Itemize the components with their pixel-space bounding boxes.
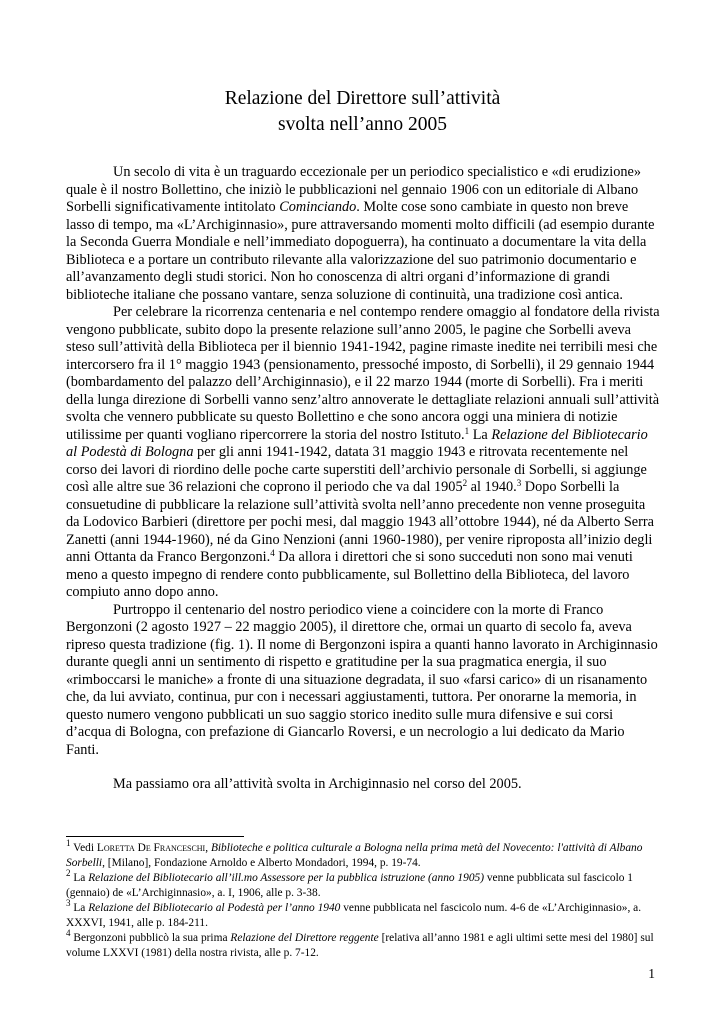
paragraph-3: Purtroppo il centenario del nostro periodico viene a coincidere con la morte di Franco Bergonzoni (2 agosto 1927 – 22 maggio 2005), il direttore che, ormai un quarto di secolo fa, aveva ripreso questa tradizione (fig. 1). Il nome di Bergonzoni ispira a quanti hanno lavorato in Archiginnasio durante quegli anni un sentimento di rispetto e gratitudine per la sua pragmatica energia, il suo «rimboccarsi le maniche» a fronte di una situazione degradata, il suo «farsi carico» di un risanamento che, da lui avviato, continua, pur con i necessari aggiustamenti, tuttora. Per onorarne la memoria, in questo numero vengono pubblicati un suo saggio storico inedito sulle mura difensive e sui corsi d’acqua di Bologna, con prefazione di Giancarlo Roversi, e un necrologio a lui dedicato da Mario Fanti. — [66, 601, 658, 758]
italic-title: Cominciando — [279, 199, 357, 215]
title-line-1: Relazione del Direttore sull’attività — [224, 88, 501, 109]
paragraph-4: Ma passiamo ora all’attività svolta in Archiginnasio nel corso del 2005. — [113, 776, 522, 792]
footnotes — [66, 838, 660, 961]
paragraph-2: Per celebrare la ricorrenza centenaria e nel contempo rendere omaggio al fondatore della rivista vengono pubblicate, subito dopo la presente relazione sull’anno 2005, le pagine che Sorbelli aveva steso sull’attività della Biblioteca per il biennio 1941-1942, pagine rimaste inedite nei terribili mesi che intercorsero fra il 1° maggio 1943 (pensionamento, pressoché imposto, di Sorbelli), il 29 gennaio 1944 (bombardamento del palazzo dell’Archiginnasio), e il 22 marzo 1944 (morte di Sorbelli). Fra i meriti della lunga direzione di Sorbelli vanno senz’altro annoverate le dettagliate relazioni annuali sull’attività svolta che vennero pubblicate su questo Bollettino e che sono ancora oggi una miniera di notizie utilissime per quanti vogliano ripercorrere la storia del nostro Istituto.$^1$ La Relazione del Bibliotecario al Podestà di Bologna per gli anni 1941-1942, datata 31 maggio 1943 e ritrovata recentemente nel corso dei lavori di riordino delle poche carte superstiti dell’archivio personale di Sorbelli, si aggiunge così alle altre sue 36 relazioni che coprono il periodo che va dal 1905$^2$ al 1940.$^3$ Dopo Sorbelli la consuetudine di pubblicare la relazione sull’attività svolta nell’anno precedente non venne proseguita da Lodovico Barbieri (direttore per pochi mesi, dal maggio 1943 all’ottobre 1944), né da Alberto Serra Zanetti (anni 1944-1960), né da Gino Nenzioni (anni 1960-1980), per venire riproposta all’inizio degli anni Ottanta da Franco Bergonzoni.$^4$ Da allora i direttori che si sono succeduti non sono mai venuti meno a questo impegno di rendere conto pubblicamente, sul Bollettino della Biblioteca, del lavoro compiuto anno dopo anno. — [66, 304, 660, 600]
italic-title: Relazione del Bibliotecario al Podestà di Bologna — [66, 426, 648, 460]
page-number: 1 — [648, 966, 655, 981]
footnote-ref-1[interactable]: 1 — [464, 425, 470, 436]
footnote-ref-2[interactable]: 2 — [462, 478, 468, 488]
footnote-ref-3[interactable]: 3 — [516, 478, 522, 488]
author-name: Loretta De Franceschi — [96, 842, 206, 854]
footnote-1: $^1$ Vedi Loretta De Franceschi, Biblioteche e politica culturale a Bologna nella prima metà del Novecento: l'attività di Albano Sorbelli, [Milano], Fondazione Arnoldo e Alberto Mondadori, 1994, p. 19-74. — [66, 838, 643, 869]
footnote-2: $^2$ La Relazione del Bibliotecario all’ill.mo Assessore per la pubblica istruzione (anno 1905) venne pubblicata sul fascicolo 1 (gennaio) de «L’Archiginnasio», a. I, 1906, alle p. 3-38. — [66, 868, 633, 899]
page-title — [66, 86, 659, 138]
body-text — [66, 164, 660, 794]
paragraph-1: Un secolo di vita è un traguardo eccezionale per un periodico specialistico e «di erudizione» quale è il nostro Bollettino, che iniziò le pubblicazioni nel gennaio 1906 con un editoriale di Albano Sorbelli significativamente intitolato Cominciando. Molte cose sono cambiate in questo non breve lasso di tempo, ma «L’Archiginnasio», pure attraversando momenti molto difficili (ad esempio durante la Seconda Guerra Mondiale e nell’immediato dopoguerra), ha continuato a documentare la vita della Biblioteca e a portare un contributo rilevante alla valorizzazione del suo patrimonio documentario e all’avanzamento degli studi storici. Non ho conoscenza di altri organi d’informazione di grandi biblioteche italiane che possano vantare, senza soluzione di continuità, una tradizione così antica. — [66, 164, 655, 303]
footnote-divider — [66, 836, 244, 837]
title-line-2: svolta nell’anno 2005 — [278, 114, 447, 135]
footnote-3: $^3$ La Relazione del Bibliotecario al Podestà per l’anno 1940 venne pubblicata nel fascicolo num. 4-6 de «L’Archiginnasio», a. XXXVI, 1941, alle p. 184-211. — [66, 898, 642, 929]
footnote-4: $^4$ Bergonzoni pubblicò la sua prima Relazione del Direttore reggente [relativa all’anno 1981 e agli ultimi sette mesi del 1980] sul volume LXXVI (1981) della nostra rivista, alle p. 7-12. — [66, 928, 654, 959]
footnote-ref-4[interactable]: 4 — [270, 548, 275, 558]
